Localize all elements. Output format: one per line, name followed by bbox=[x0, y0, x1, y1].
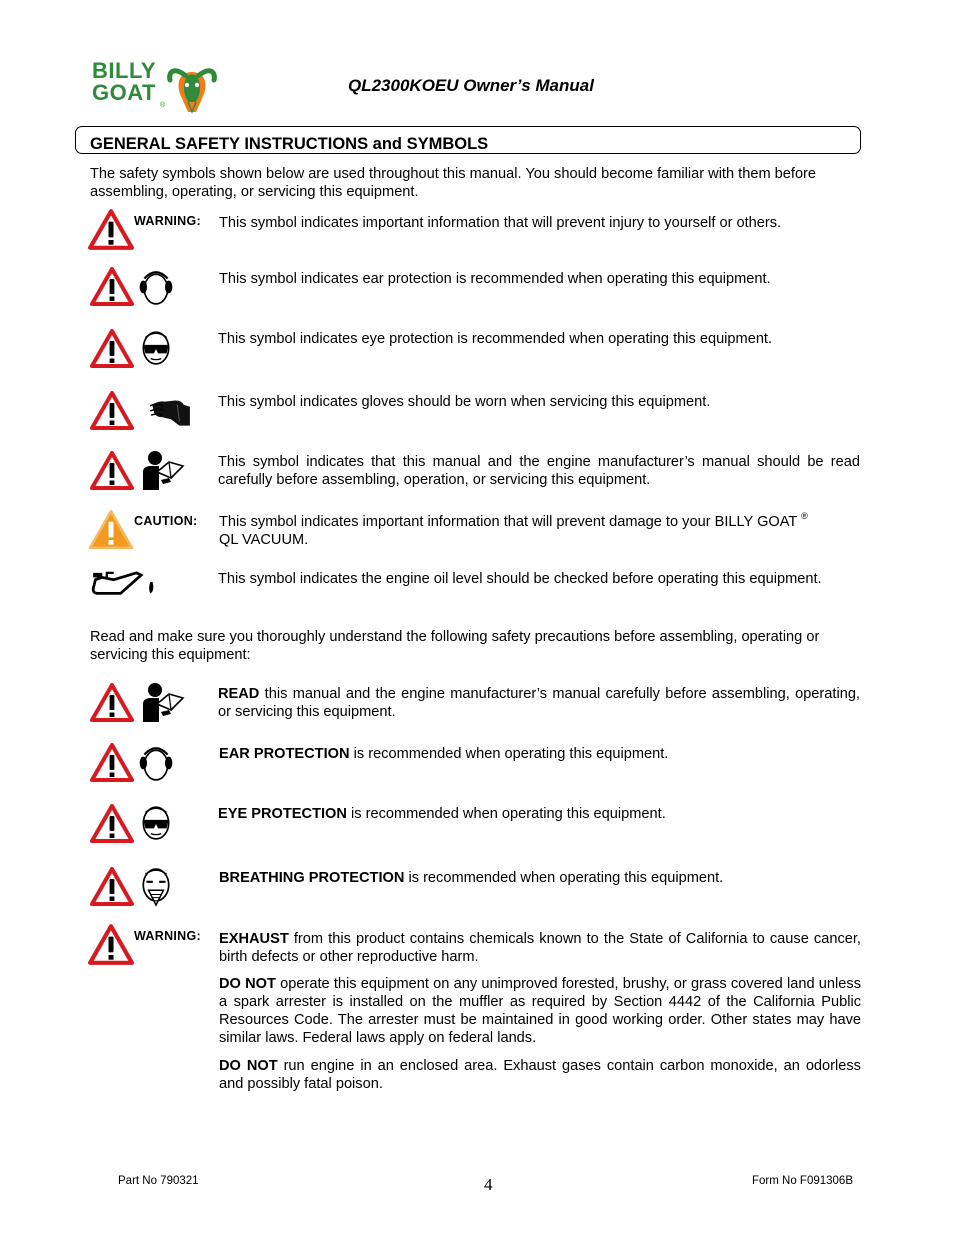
form-number: Form No F091306B bbox=[752, 1175, 853, 1187]
logo-line-2: GOAT bbox=[92, 80, 156, 105]
read-precaution bbox=[218, 685, 860, 721]
warning-label: WARNING: bbox=[134, 929, 201, 943]
intro-paragraph: The safety symbols shown below are used throughout this manual. You should become familiar with them before assembling, operating, or servicing this equipment. bbox=[90, 166, 817, 200]
warning-symbol-text: This symbol indicates important information that will prevent injury to yourself or others. bbox=[219, 215, 782, 231]
eye-protection-icon bbox=[138, 328, 174, 366]
enclosed-area-precaution bbox=[219, 1057, 861, 1093]
caution-text-product: QL VACUUM. bbox=[219, 532, 309, 548]
part-number: Part No 790321 bbox=[118, 1175, 199, 1187]
read-manual-icon bbox=[138, 450, 186, 492]
exhaust-text: from this product contains chemicals known to the State of California to cause cancer, birth defects or other reproductive harm. bbox=[219, 931, 861, 965]
ear-protection-icon bbox=[138, 268, 174, 306]
logo-wordmark bbox=[92, 60, 156, 104]
warning-triangle-icon bbox=[90, 682, 134, 722]
spark-arrester-precaution bbox=[219, 975, 861, 1047]
caution-symbol-text bbox=[219, 513, 861, 549]
oil-symbol-text: This symbol indicates the engine oil level should be checked before operating this equipment. bbox=[218, 571, 822, 587]
section-heading: GENERAL SAFETY INSTRUCTIONS and SYMBOLS bbox=[90, 135, 489, 153]
breathing-precaution-text: is recommended when operating this equipment. bbox=[408, 870, 724, 886]
breathing-precaution bbox=[219, 869, 861, 887]
warning-triangle-icon bbox=[90, 390, 134, 430]
spark-arrester-text: operate this equipment on any unimproved forested, brushy, or grass covered land unless a spark arrester is installed on the muffler as required by Section 4442 of the California Public Resources Code. The arrester must be maintained in good working order. Other states may have similar laws. Federal laws apply on federal lands. bbox=[219, 976, 861, 1046]
logo-registered-mark: ® bbox=[160, 102, 166, 109]
oil-can-icon bbox=[90, 566, 158, 598]
precautions-intro: Read and make sure you thoroughly understand the following safety precautions before assembling, operating or servicing this equipment: bbox=[90, 629, 820, 663]
enclosed-area-text: run engine in an enclosed area. Exhaust gases contain carbon monoxide, an odorless and possibly fatal poison. bbox=[219, 1058, 861, 1092]
goat-head-icon bbox=[166, 58, 218, 114]
eye-precaution bbox=[218, 805, 860, 823]
caution-triangle-icon bbox=[88, 508, 134, 550]
eye-symbol-text: This symbol indicates eye protection is recommended when operating this equipment. bbox=[218, 331, 773, 347]
gloves-icon bbox=[148, 394, 192, 428]
warning-triangle-icon bbox=[90, 328, 134, 368]
read-precaution-text: this manual and the engine manufacturer’s manual carefully before assembling, operating, or servicing this equipment. bbox=[218, 686, 860, 720]
manual-symbol-text: This symbol indicates that this manual and the engine manufacturer’s manual should be read carefully before assembling, operation, or servicing this equipment. bbox=[218, 454, 860, 488]
warning-triangle-icon bbox=[90, 742, 134, 782]
read-manual-icon bbox=[138, 682, 186, 724]
breathing-precaution-keyword: BREATHING PROTECTION bbox=[219, 870, 405, 886]
caution-label: CAUTION: bbox=[134, 514, 198, 528]
warning-triangle-icon bbox=[88, 923, 134, 965]
warning-triangle-icon bbox=[90, 803, 134, 843]
eye-protection-icon bbox=[138, 803, 174, 841]
gloves-symbol-text: This symbol indicates gloves should be worn when servicing this equipment. bbox=[218, 394, 711, 410]
breathing-mask-icon bbox=[138, 864, 174, 908]
warning-triangle-icon bbox=[90, 450, 134, 490]
billy-goat-logo bbox=[92, 58, 218, 114]
warning-triangle-icon bbox=[88, 208, 134, 250]
page-number: 4 bbox=[484, 1175, 493, 1194]
do-not-keyword: DO NOT bbox=[219, 976, 276, 992]
warning-triangle-icon bbox=[90, 266, 134, 306]
ear-symbol-text: This symbol indicates ear protection is recommended when operating this equipment. bbox=[219, 271, 771, 287]
eye-precaution-text: is recommended when operating this equipment. bbox=[351, 806, 666, 822]
ear-precaution-text: is recommended when operating this equipment. bbox=[353, 746, 669, 762]
do-not-keyword: DO NOT bbox=[219, 1058, 278, 1074]
read-precaution-keyword: READ bbox=[218, 686, 260, 702]
ear-protection-icon bbox=[138, 744, 174, 782]
warning-label: WARNING: bbox=[134, 214, 201, 228]
manual-title: QL2300KOEU Owner’s Manual bbox=[348, 76, 594, 95]
caution-text-main: This symbol indicates important information that will prevent damage to your BILLY GOAT bbox=[219, 514, 798, 530]
registered-mark: ® bbox=[801, 511, 808, 521]
logo-line-1: BILLY bbox=[92, 58, 157, 83]
exhaust-keyword: EXHAUST bbox=[219, 931, 289, 947]
exhaust-precaution bbox=[219, 930, 861, 966]
ear-precaution-keyword: EAR PROTECTION bbox=[219, 746, 350, 762]
eye-precaution-keyword: EYE PROTECTION bbox=[218, 806, 347, 822]
ear-precaution bbox=[219, 745, 861, 763]
warning-triangle-icon bbox=[90, 866, 134, 906]
